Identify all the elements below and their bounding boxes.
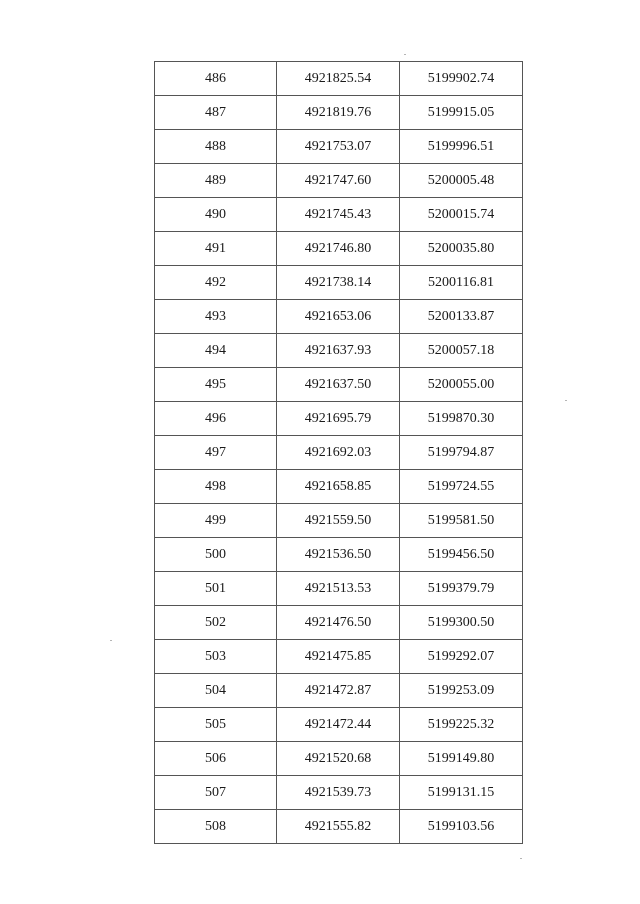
x-coordinate-cell: 4921653.06 — [277, 300, 400, 334]
y-coordinate-cell: 5200133.87 — [400, 300, 523, 334]
y-coordinate-cell: 5199292.07 — [400, 640, 523, 674]
x-coordinate-cell: 4921819.76 — [277, 96, 400, 130]
x-coordinate-cell: 4921539.73 — [277, 776, 400, 810]
table-row — [155, 334, 523, 368]
x-coordinate-cell: 4921738.14 — [277, 266, 400, 300]
y-coordinate-cell: 5199794.87 — [400, 436, 523, 470]
point-number-cell: 496 — [155, 402, 277, 436]
coordinate-table — [154, 61, 523, 844]
x-coordinate-cell: 4921746.80 — [277, 232, 400, 266]
point-number-cell: 499 — [155, 504, 277, 538]
y-coordinate-cell: 5199379.79 — [400, 572, 523, 606]
table-row — [155, 300, 523, 334]
y-coordinate-cell: 5199902.74 — [400, 62, 523, 96]
point-number-cell: 490 — [155, 198, 277, 232]
y-coordinate-cell: 5199870.30 — [400, 402, 523, 436]
x-coordinate-cell: 4921637.93 — [277, 334, 400, 368]
point-number-cell: 493 — [155, 300, 277, 334]
table-row — [155, 708, 523, 742]
scan-speck — [565, 400, 567, 401]
x-coordinate-cell: 4921513.53 — [277, 572, 400, 606]
point-number-cell: 502 — [155, 606, 277, 640]
x-coordinate-cell: 4921476.50 — [277, 606, 400, 640]
x-coordinate-cell: 4921637.50 — [277, 368, 400, 402]
table-row — [155, 232, 523, 266]
y-coordinate-cell: 5200057.18 — [400, 334, 523, 368]
point-number-cell: 498 — [155, 470, 277, 504]
point-number-cell: 501 — [155, 572, 277, 606]
table-row — [155, 470, 523, 504]
table-row — [155, 198, 523, 232]
y-coordinate-cell: 5199103.56 — [400, 810, 523, 844]
x-coordinate-cell: 4921559.50 — [277, 504, 400, 538]
point-number-cell: 487 — [155, 96, 277, 130]
table-row — [155, 674, 523, 708]
y-coordinate-cell: 5200005.48 — [400, 164, 523, 198]
x-coordinate-cell: 4921747.60 — [277, 164, 400, 198]
x-coordinate-cell: 4921536.50 — [277, 538, 400, 572]
table-row — [155, 742, 523, 776]
x-coordinate-cell: 4921825.54 — [277, 62, 400, 96]
y-coordinate-cell: 5199915.05 — [400, 96, 523, 130]
y-coordinate-cell: 5199581.50 — [400, 504, 523, 538]
table-row — [155, 606, 523, 640]
table-row — [155, 436, 523, 470]
y-coordinate-cell: 5199456.50 — [400, 538, 523, 572]
y-coordinate-cell: 5199300.50 — [400, 606, 523, 640]
table-row — [155, 640, 523, 674]
x-coordinate-cell: 4921520.68 — [277, 742, 400, 776]
x-coordinate-cell: 4921692.03 — [277, 436, 400, 470]
table-row — [155, 572, 523, 606]
table-row — [155, 96, 523, 130]
table-row — [155, 402, 523, 436]
x-coordinate-cell: 4921745.43 — [277, 198, 400, 232]
point-number-cell: 488 — [155, 130, 277, 164]
x-coordinate-cell: 4921472.44 — [277, 708, 400, 742]
x-coordinate-cell: 4921753.07 — [277, 130, 400, 164]
point-number-cell: 489 — [155, 164, 277, 198]
table-row — [155, 62, 523, 96]
y-coordinate-cell: 5200015.74 — [400, 198, 523, 232]
x-coordinate-cell: 4921555.82 — [277, 810, 400, 844]
table-row — [155, 504, 523, 538]
x-coordinate-cell: 4921658.85 — [277, 470, 400, 504]
y-coordinate-cell: 5200055.00 — [400, 368, 523, 402]
y-coordinate-cell: 5199724.55 — [400, 470, 523, 504]
point-number-cell: 508 — [155, 810, 277, 844]
y-coordinate-cell: 5199149.80 — [400, 742, 523, 776]
y-coordinate-cell: 5199131.15 — [400, 776, 523, 810]
point-number-cell: 506 — [155, 742, 277, 776]
x-coordinate-cell: 4921472.87 — [277, 674, 400, 708]
point-number-cell: 503 — [155, 640, 277, 674]
y-coordinate-cell: 5200116.81 — [400, 266, 523, 300]
x-coordinate-cell: 4921475.85 — [277, 640, 400, 674]
table-row — [155, 776, 523, 810]
y-coordinate-cell: 5199996.51 — [400, 130, 523, 164]
point-number-cell: 500 — [155, 538, 277, 572]
point-number-cell: 492 — [155, 266, 277, 300]
point-number-cell: 505 — [155, 708, 277, 742]
y-coordinate-cell: 5200035.80 — [400, 232, 523, 266]
x-coordinate-cell: 4921695.79 — [277, 402, 400, 436]
table-row — [155, 538, 523, 572]
table-row — [155, 810, 523, 844]
point-number-cell: 494 — [155, 334, 277, 368]
coordinate-table-body — [155, 62, 523, 844]
table-row — [155, 368, 523, 402]
point-number-cell: 491 — [155, 232, 277, 266]
y-coordinate-cell: 5199225.32 — [400, 708, 523, 742]
point-number-cell: 497 — [155, 436, 277, 470]
point-number-cell: 504 — [155, 674, 277, 708]
scan-speck — [404, 54, 406, 55]
y-coordinate-cell: 5199253.09 — [400, 674, 523, 708]
scan-speck — [520, 858, 522, 859]
table-row — [155, 266, 523, 300]
table-row — [155, 164, 523, 198]
scan-speck — [110, 640, 112, 641]
point-number-cell: 507 — [155, 776, 277, 810]
point-number-cell: 486 — [155, 62, 277, 96]
table-row — [155, 130, 523, 164]
point-number-cell: 495 — [155, 368, 277, 402]
